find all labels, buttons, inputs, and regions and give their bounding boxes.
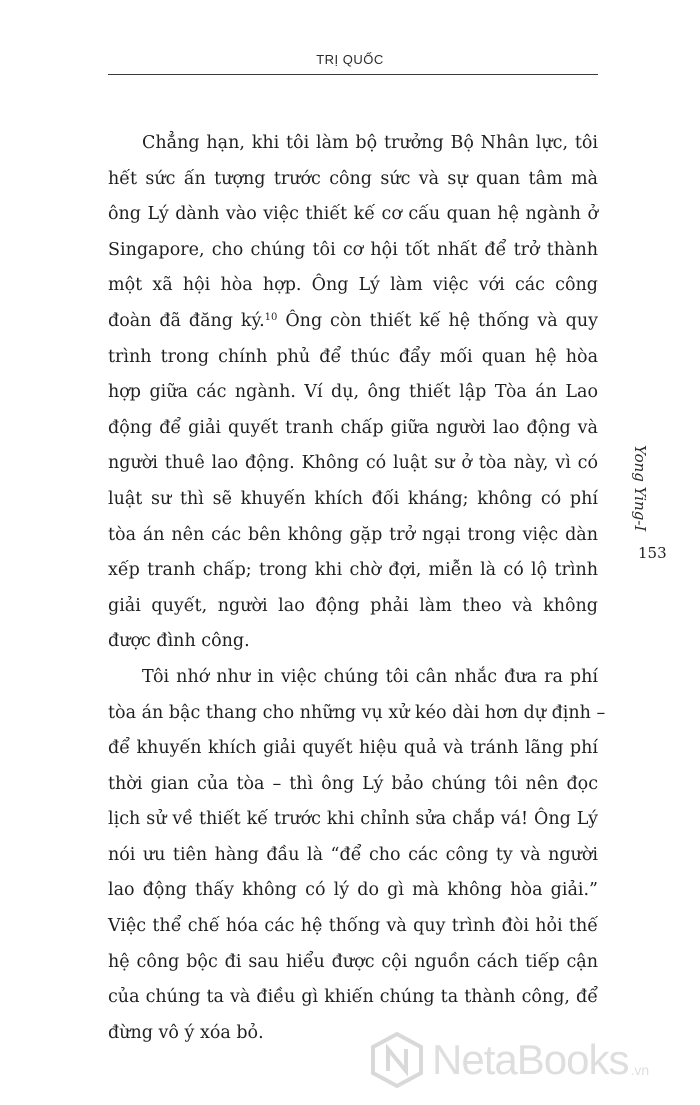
text-line: xếp tranh chấp; trong khi chờ đợi, miễn là có lộ trình: [108, 560, 598, 581]
header-rule: [108, 74, 598, 75]
text-line: nói ưu tiên hàng đầu là “để cho các công ty và người: [108, 844, 598, 865]
text-line: hệ công bộc đi sau hiểu được cội nguồn cách tiếp cận: [108, 951, 598, 972]
text-line: thời gian của tòa – thì ông Lý bảo chúng tôi nên đọc: [108, 773, 598, 794]
text-line: Việc thể chế hóa các hệ thống và quy trình đòi hỏi thế: [108, 916, 598, 937]
text-line: Chẳng hạn, khi tôi làm bộ trưởng Bộ Nhân lực, tôi: [142, 133, 598, 153]
text-line: người thuê lao động. Không có luật sư ở tòa này, vì có: [108, 453, 598, 474]
page-number: 153: [638, 544, 667, 562]
text-line: được đình công.: [108, 631, 250, 652]
text-line: lao động thấy không có lý do gì mà không hòa giải.”: [108, 880, 598, 901]
text-line: trình trong chính phủ để thúc đẩy mối quan hệ hòa: [108, 346, 598, 367]
running-title: TRỊ QUỐC: [316, 52, 384, 67]
netabooks-logo-icon: [368, 1031, 426, 1089]
footnote-marker: 10: [264, 311, 278, 323]
text-line: của chúng ta và điều gì khiến chúng ta thành công, để: [108, 987, 598, 1008]
text-line: lịch sử về thiết kế trước khi chỉnh sửa chắp vá! Ông Lý: [108, 809, 598, 830]
text-line: Singapore, cho chúng tôi cơ hội tốt nhất để trở thành: [108, 239, 598, 260]
text-line: luật sư thì sẽ khuyến khích đối kháng; không có phí: [108, 488, 598, 509]
watermark: [368, 1030, 688, 1090]
text-fragment: Ông còn thiết kế hệ thống và quy: [277, 310, 599, 331]
watermark-brand: NetaBooks: [432, 1036, 629, 1083]
text-line: tòa án nên các bên không gặp trở ngại trong việc dàn: [108, 524, 598, 545]
watermark-suffix: .vn: [630, 1062, 650, 1078]
text-line: động để giải quyết tranh chấp giữa người lao động và: [108, 417, 598, 438]
text-line: đừng vô ý xóa bỏ.: [108, 1022, 264, 1043]
text-line-with-footnote: [108, 304, 598, 340]
text-line: hết sức ấn tượng trước công sức và sự quan tâm mà: [108, 168, 598, 189]
text-line: Tôi nhớ như in việc chúng tôi cân nhắc đưa ra phí: [142, 666, 598, 687]
text-line: tòa án bậc thang cho những vụ xử kéo dài hơn dự định –: [108, 702, 606, 723]
text-fragment: đoàn đã đăng ký.: [108, 310, 265, 331]
author-margin-label: Yong Ying-I: [631, 445, 649, 532]
text-line: giải quyết, người lao động phải làm theo và không: [108, 595, 598, 616]
text-line: một xã hội hòa hợp. Ông Lý làm việc với các công: [108, 275, 598, 296]
text-line: ông Lý dành vào việc thiết kế cơ cấu quan hệ ngành ở: [108, 204, 598, 225]
text-line: để khuyến khích giải quyết hiệu quả và tránh lãng phí: [108, 738, 598, 759]
text-line: hợp giữa các ngành. Ví dụ, ông thiết lập Tòa án Lao: [108, 382, 598, 403]
body-text: [108, 126, 606, 1051]
